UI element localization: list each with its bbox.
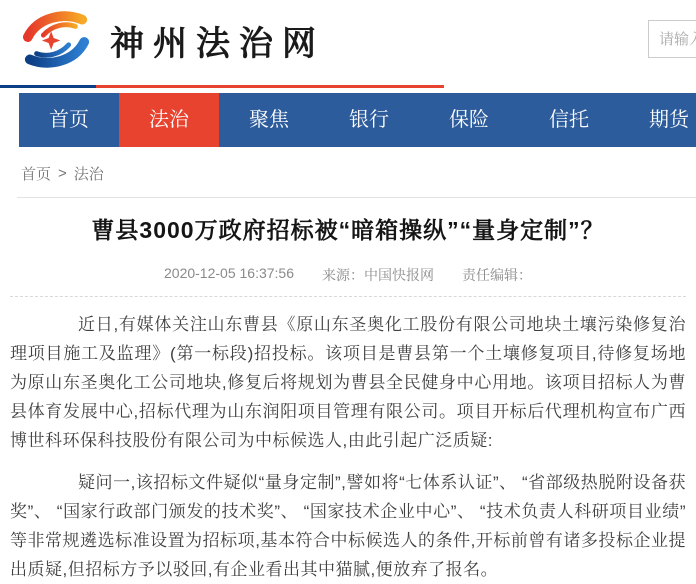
header-divider-blue-segment bbox=[0, 85, 96, 88]
main-nav bbox=[19, 93, 696, 147]
site-logo-icon bbox=[22, 8, 90, 72]
header-divider bbox=[0, 85, 696, 88]
article-title: 曹县3000万政府招标被“暗箱操纵”“量身定制”？ bbox=[91, 217, 605, 243]
article-source: 来源：中国快报网 bbox=[322, 267, 434, 283]
article bbox=[0, 214, 696, 584]
nav-item-trust[interactable]: 信托 bbox=[549, 109, 589, 131]
header-divider-red-segment bbox=[96, 85, 444, 88]
breadcrumb-home-link[interactable]: 首页 bbox=[21, 166, 52, 183]
nav-item-insurance[interactable]: 保险 bbox=[449, 109, 489, 131]
breadcrumb-current-link[interactable]: 法治 bbox=[73, 166, 104, 183]
article-paragraph: 近日,有媒体关注山东曹县《原山东圣奥化工股份有限公司地块土壤污染修复治理项目施工及监理》(第一标段)招投标。该项目是曹县第一个土壤修复项目,待修复场地为原山东圣奥化工公司地块,修复后将规划为曹县全民健身中心用地。该项目招标人为曹县体育发展中心,招标代理为山东润阳项目管理有限公司。项目开标后代理机构宣布广西博世科环保科技股份有限公司为中标候选人,由此引起广泛质疑: bbox=[10, 315, 686, 450]
search-input[interactable] bbox=[648, 20, 696, 58]
article-paragraph: 疑问一,该招标文件疑似“量身定制”,譬如将“七体系认证”、 “省部级热脱附设备获奖”、 “国家行政部门颁发的技术奖”、 “国家技术企业中心”、 “技术负责人科研项目业绩” 等非常规遴选标准设置为招标项,基本符合中标候选人的条件,开标前曾有诸多投标企业提出质疑,但招标方予以驳回,有企业看出其中猫腻,便放弃了报名。 bbox=[10, 473, 686, 579]
site-header bbox=[0, 0, 696, 90]
nav-item-focus[interactable]: 聚焦 bbox=[249, 109, 289, 131]
nav-item-home[interactable]: 首页 bbox=[49, 109, 89, 131]
breadcrumb-divider bbox=[17, 197, 696, 198]
nav-item-bank[interactable]: 银行 bbox=[349, 109, 389, 131]
breadcrumb-separator: > bbox=[58, 165, 67, 182]
site-logo[interactable] bbox=[22, 8, 325, 72]
article-date: 2020-12-05 16:37:56 bbox=[164, 265, 294, 281]
nav-item-law[interactable]: 法治 bbox=[119, 93, 219, 147]
article-meta bbox=[10, 265, 686, 285]
article-editor: 责任编辑： bbox=[462, 267, 532, 283]
meta-divider bbox=[10, 296, 686, 297]
nav-item-futures[interactable]: 期货 bbox=[649, 109, 689, 131]
site-logo-text: 神州法治网 bbox=[110, 25, 325, 63]
breadcrumb bbox=[21, 163, 696, 184]
